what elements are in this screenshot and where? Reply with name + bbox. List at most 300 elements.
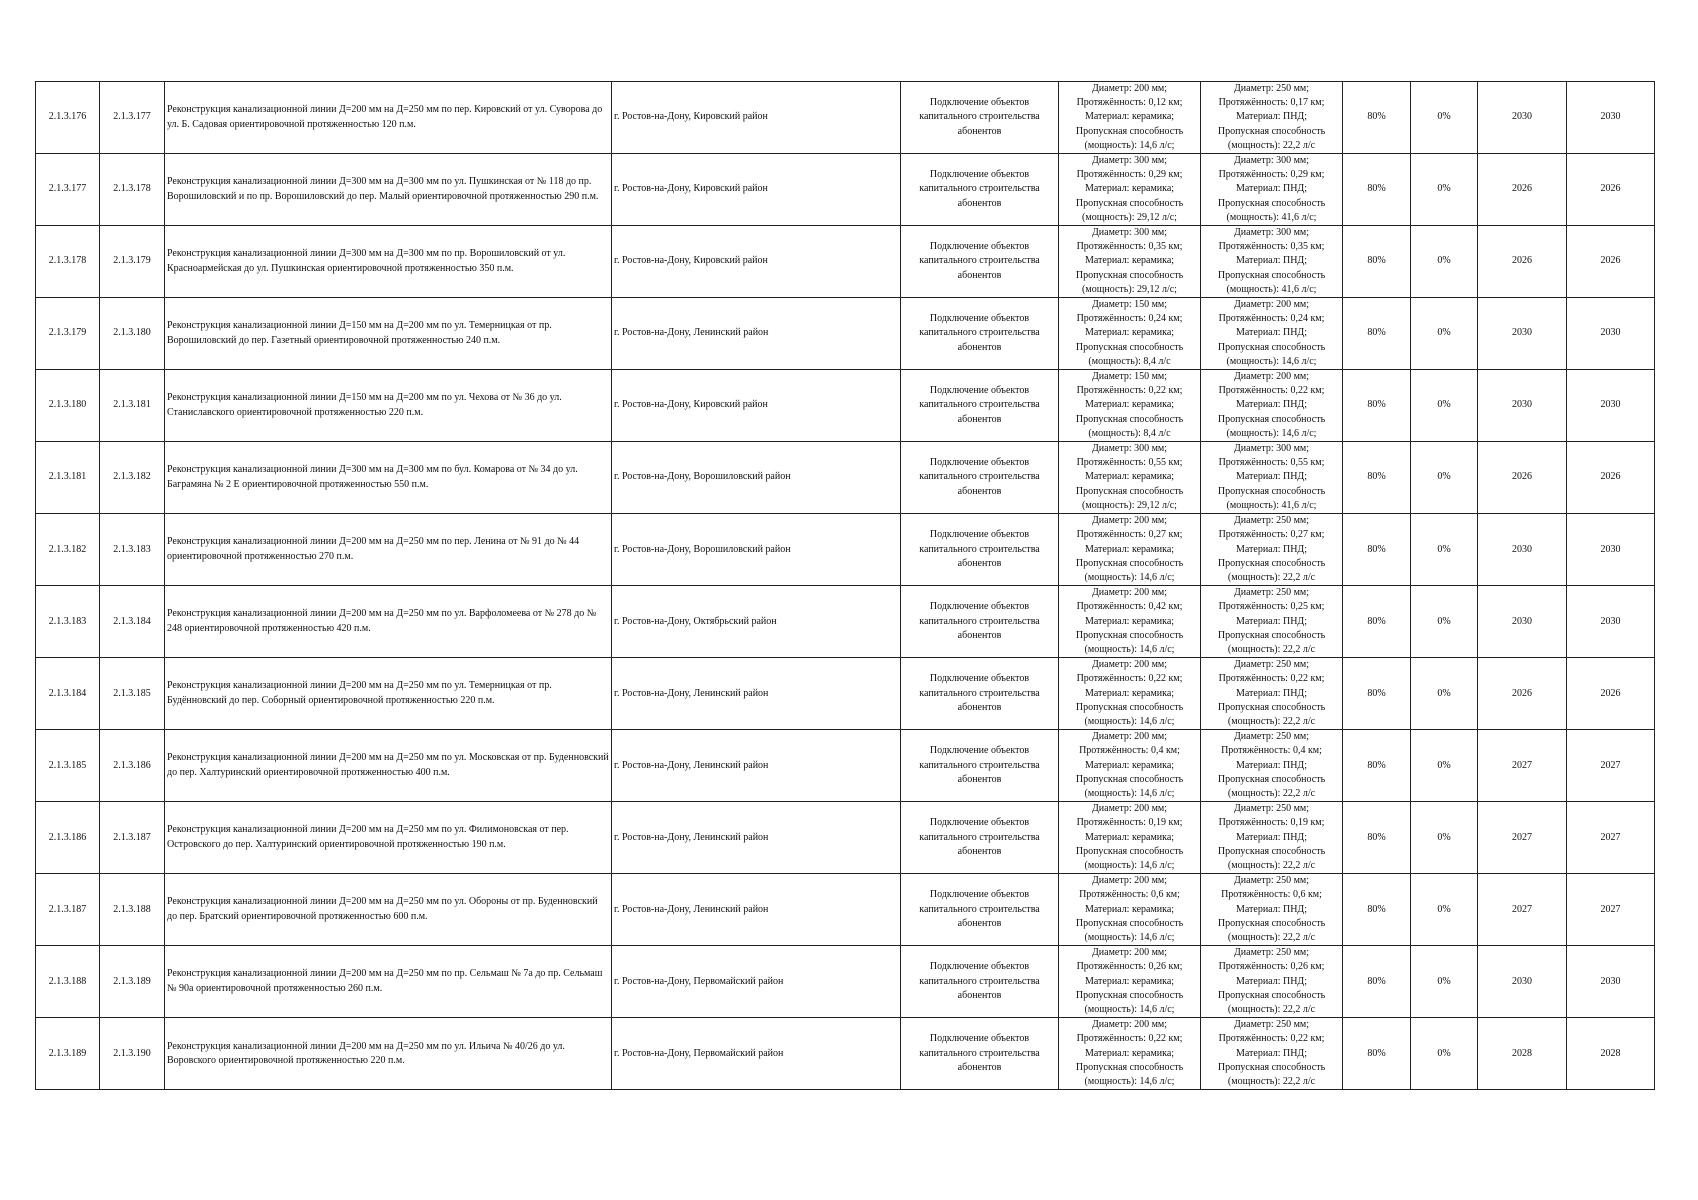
wear-before: 80% [1343,586,1411,658]
year-start: 2027 [1478,874,1567,946]
row-code: 2.1.3.178 [100,154,165,226]
parameter-line: (мощность): 22,2 л/с [1227,1076,1316,1088]
project-purpose: Подключение объектов капитального строительства абонентов [901,442,1059,514]
row-number: 2.1.3.178 [36,226,100,298]
project-purpose: Подключение объектов капитального строительства абонентов [901,298,1059,370]
wear-after: 0% [1411,82,1478,154]
row-number: 2.1.3.186 [36,802,100,874]
parameter-line: (мощность): 29,12 л/с; [1082,283,1177,295]
row-number: 2.1.3.187 [36,874,100,946]
parameter-line: Материал: керамика; [1084,831,1175,843]
parameters-after [1201,730,1343,802]
row-code: 2.1.3.190 [100,1018,165,1090]
wear-before: 80% [1343,82,1411,154]
parameter-line: Материал: керамика; [1084,903,1175,915]
parameter-line: Протяжённость: 0,25 км; [1218,601,1325,613]
year-start: 2030 [1478,82,1567,154]
parameter-line: Диаметр: 200 мм; [1091,587,1168,599]
parameter-line: (мощность): 22,2 л/с [1227,787,1316,799]
parameters-after [1201,1018,1343,1090]
parameters-after [1201,874,1343,946]
table-row [36,154,1655,226]
parameter-line: Материал: ПНД; [1235,975,1308,987]
parameter-line: Пропускная способность [1217,629,1326,641]
parameter-line: Пропускная способность [1075,269,1184,281]
table-row [36,658,1655,730]
parameters-after [1201,82,1343,154]
project-name: Реконструкция канализационной линии Д=300 мм на Д=300 мм по бул. Комарова от № 34 до ул. Баграмяна № 2 Е ориентировочной протяженностью 550 п.м. [165,442,612,514]
project-name: Реконструкция канализационной линии Д=200 мм на Д=250 мм по ул. Обороны от пр. Буденновский до пер. Братский ориентировочной протяженностью 600 п.м. [165,874,612,946]
parameter-line: Материал: ПНД; [1235,111,1308,123]
parameter-line: Материал: керамика; [1084,399,1175,411]
parameter-line: Протяжённость: 0,29 км; [1218,169,1325,181]
wear-after: 0% [1411,154,1478,226]
parameter-line: (мощность): 14,6 л/с; [1226,427,1317,439]
parameter-line: Диаметр: 300 мм; [1233,155,1310,167]
parameter-line: Протяжённость: 0,55 км; [1218,457,1325,469]
table-row [36,874,1655,946]
year-end: 2026 [1567,442,1655,514]
wear-before: 80% [1343,946,1411,1018]
wear-before: 80% [1343,802,1411,874]
project-name: Реконструкция канализационной линии Д=200 мм на Д=250 мм по пер. Кировский от ул. Суворова до ул. Б. Садовая ориентировочной протяженностью 120 п.м. [165,82,612,154]
row-code: 2.1.3.177 [100,82,165,154]
parameter-line: Протяжённость: 0,6 км; [1079,889,1180,901]
wear-after: 0% [1411,442,1478,514]
row-number: 2.1.3.188 [36,946,100,1018]
parameter-line: Диаметр: 200 мм; [1091,83,1168,94]
table-row [36,226,1655,298]
parameter-line: Пропускная способность [1217,989,1326,1001]
parameter-line: Диаметр: 200 мм; [1091,731,1168,743]
parameter-line: Диаметр: 300 мм; [1091,227,1168,239]
parameter-line: Пропускная способность [1075,917,1184,929]
parameter-line: Материал: керамика; [1084,471,1175,483]
year-end: 2030 [1567,298,1655,370]
wear-after: 0% [1411,730,1478,802]
row-code: 2.1.3.180 [100,298,165,370]
parameter-line: (мощность): 22,2 л/с [1227,571,1316,583]
parameter-line: Диаметр: 250 мм; [1233,515,1310,527]
parameter-line: Пропускная способность [1217,845,1326,857]
parameter-line: Диаметр: 200 мм; [1091,515,1168,527]
parameter-line: Протяжённость: 0,4 км; [1221,745,1322,757]
wear-before: 80% [1343,1018,1411,1090]
parameter-line: Пропускная способность [1075,1061,1184,1073]
parameter-line: Протяжённость: 0,12 км; [1076,97,1183,109]
year-start: 2030 [1478,514,1567,586]
project-name: Реконструкция канализационной линии Д=150 мм на Д=200 мм по ул. Чехова от № 36 до ул. Станиславского ориентировочной протяженностью 220 п.м. [165,370,612,442]
year-end: 2027 [1567,802,1655,874]
parameter-line: Пропускная способность [1075,125,1184,137]
year-start: 2026 [1478,658,1567,730]
parameter-line: Протяжённость: 0,27 км; [1218,529,1325,541]
parameter-line: Протяжённость: 0,22 км; [1076,385,1183,397]
parameter-line: (мощность): 14,6 л/с; [1226,355,1317,367]
parameter-line: Диаметр: 200 мм; [1233,371,1310,383]
parameter-line: Материал: керамика; [1084,975,1175,987]
wear-before: 80% [1343,730,1411,802]
parameters-before [1059,802,1201,874]
parameter-line: Материал: ПНД; [1235,327,1308,339]
project-purpose: Подключение объектов капитального строительства абонентов [901,802,1059,874]
year-end: 2030 [1567,946,1655,1018]
project-purpose: Подключение объектов капитального строительства абонентов [901,730,1059,802]
parameter-line: (мощность): 22,2 л/с [1227,715,1316,727]
parameter-line: Протяжённость: 0,35 км; [1218,241,1325,253]
row-code: 2.1.3.188 [100,874,165,946]
wear-after: 0% [1411,370,1478,442]
parameter-line: Пропускная способность [1217,197,1326,209]
year-end: 2030 [1567,514,1655,586]
project-name: Реконструкция канализационной линии Д=200 мм на Д=250 мм по ул. Московская от пр. Буденновский до пер. Халтуринский ориентировочной протяженностью 400 п.м. [165,730,612,802]
project-purpose: Подключение объектов капитального строительства абонентов [901,586,1059,658]
parameter-line: Диаметр: 200 мм; [1091,659,1168,671]
project-location: г. Ростов-на-Дону, Кировский район [612,370,901,442]
parameters-before [1059,946,1201,1018]
table-row [36,370,1655,442]
wear-before: 80% [1343,154,1411,226]
parameter-line: Диаметр: 250 мм; [1233,659,1310,671]
year-start: 2027 [1478,802,1567,874]
year-start: 2027 [1478,730,1567,802]
parameter-line: Пропускная способность [1075,341,1184,353]
parameters-after [1201,154,1343,226]
wear-before: 80% [1343,874,1411,946]
project-purpose: Подключение объектов капитального строительства абонентов [901,154,1059,226]
wear-before: 80% [1343,226,1411,298]
parameter-line: Протяжённость: 0,22 км; [1076,673,1183,685]
parameter-line: (мощность): 14,6 л/с; [1084,931,1175,943]
parameters-before [1059,514,1201,586]
parameter-line: Протяжённость: 0,6 км; [1221,889,1322,901]
parameter-line: Материал: ПНД; [1235,471,1308,483]
wear-after: 0% [1411,946,1478,1018]
parameters-after [1201,298,1343,370]
project-name: Реконструкция канализационной линии Д=200 мм на Д=250 мм по ул. Ильича № 40/26 до ул. Воровского ориентировочной протяженностью 220 п.м. [165,1018,612,1090]
parameter-line: Пропускная способность [1217,413,1326,425]
parameter-line: Протяжённость: 0,55 км; [1076,457,1183,469]
project-location: г. Ростов-на-Дону, Первомайский район [612,1018,901,1090]
parameter-line: (мощность): 29,12 л/с; [1082,211,1177,223]
parameter-line: Пропускная способность [1075,629,1184,641]
parameter-line: Пропускная способность [1075,989,1184,1001]
project-location: г. Ростов-на-Дону, Ленинский район [612,730,901,802]
parameter-line: Материал: ПНД; [1235,399,1308,411]
parameter-line: Протяжённость: 0,19 км; [1218,817,1325,829]
project-location: г. Ростов-на-Дону, Ленинский район [612,658,901,730]
parameters-before [1059,874,1201,946]
year-start: 2026 [1478,154,1567,226]
parameter-line: Пропускная способность [1075,701,1184,713]
project-name: Реконструкция канализационной линии Д=200 мм на Д=250 мм по пер. Ленина от № 91 до № 44 ориентировочной протяженностью 270 п.м. [165,514,612,586]
year-start: 2026 [1478,442,1567,514]
parameter-line: (мощность): 14,6 л/с; [1084,787,1175,799]
parameter-line: (мощность): 14,6 л/с; [1084,1004,1175,1015]
parameter-line: Диаметр: 250 мм; [1233,83,1310,94]
row-code: 2.1.3.182 [100,442,165,514]
row-number: 2.1.3.185 [36,730,100,802]
project-name: Реконструкция канализационной линии Д=200 мм на Д=250 мм по ул. Темерницкая от пр. Будённовский до пер. Соборный ориентировочной протяженностью 220 п.м. [165,658,612,730]
parameter-line: (мощность): 41,6 л/с; [1226,499,1317,511]
parameter-line: Диаметр: 300 мм; [1091,155,1168,167]
parameter-line: Протяжённость: 0,22 км; [1218,1033,1325,1045]
parameter-line: Пропускная способность [1075,557,1184,569]
row-code: 2.1.3.189 [100,946,165,1018]
parameter-line: Протяжённость: 0,26 км; [1218,961,1325,973]
parameter-line: (мощность): 8,4 л/с [1088,355,1171,367]
parameter-line: Материал: ПНД; [1235,759,1308,771]
parameter-line: Материал: ПНД; [1235,687,1308,699]
parameter-line: Диаметр: 200 мм; [1091,875,1168,887]
parameter-line: Протяжённость: 0,26 км; [1076,961,1183,973]
row-number: 2.1.3.177 [36,154,100,226]
wear-after: 0% [1411,226,1478,298]
parameters-before [1059,1018,1201,1090]
parameters-before [1059,586,1201,658]
parameter-line: (мощность): 14,6 л/с; [1084,1076,1175,1088]
year-end: 2026 [1567,226,1655,298]
parameters-before [1059,730,1201,802]
parameter-line: Пропускная способность [1217,701,1326,713]
year-end: 2028 [1567,1018,1655,1090]
table-row [36,730,1655,802]
parameter-line: Диаметр: 300 мм; [1233,443,1310,455]
parameter-line: (мощность): 22,2 л/с [1227,643,1316,655]
wear-after: 0% [1411,586,1478,658]
parameter-line: Пропускная способность [1075,485,1184,497]
year-start: 2030 [1478,946,1567,1018]
year-end: 2027 [1567,730,1655,802]
project-purpose: Подключение объектов капитального строительства абонентов [901,82,1059,154]
parameter-line: Диаметр: 200 мм; [1091,1019,1168,1031]
parameters-after [1201,802,1343,874]
project-name: Реконструкция канализационной линии Д=300 мм на Д=300 мм по ул. Пушкинская от № 118 до пр. Ворошиловский и по пр. Ворошиловский до пер. Малый ориентировочной протяженностью 290 п.м. [165,154,612,226]
parameter-line: Материал: керамика; [1084,255,1175,267]
parameter-line: (мощность): 22,2 л/с [1227,1004,1316,1015]
project-name: Реконструкция канализационной линии Д=200 мм на Д=250 мм по ул. Филимоновская от пер. Островского до пер. Халтуринский ориентировочной протяженностью 190 п.м. [165,802,612,874]
parameters-before [1059,658,1201,730]
project-purpose: Подключение объектов капитального строительства абонентов [901,658,1059,730]
parameter-line: Протяжённость: 0,27 км; [1076,529,1183,541]
project-purpose: Подключение объектов капитального строительства абонентов [901,946,1059,1018]
wear-before: 80% [1343,658,1411,730]
parameter-line: Диаметр: 250 мм; [1233,947,1310,959]
project-table [35,81,1655,1090]
project-location: г. Ростов-на-Дону, Ворошиловский район [612,514,901,586]
parameter-line: Протяжённость: 0,17 км; [1218,97,1325,109]
parameter-line: Материал: ПНД; [1235,543,1308,555]
parameter-line: Протяжённость: 0,19 км; [1076,817,1183,829]
year-start: 2026 [1478,226,1567,298]
project-purpose: Подключение объектов капитального строительства абонентов [901,226,1059,298]
parameter-line: Диаметр: 150 мм; [1091,299,1168,311]
parameter-line: Протяжённость: 0,22 км; [1218,673,1325,685]
parameter-line: Пропускная способность [1075,413,1184,425]
table-row [36,1018,1655,1090]
project-location: г. Ростов-на-Дону, Кировский район [612,82,901,154]
parameter-line: Протяжённость: 0,24 км; [1076,313,1183,325]
year-start: 2028 [1478,1018,1567,1090]
parameter-line: Диаметр: 300 мм; [1233,227,1310,239]
parameter-line: Материал: ПНД; [1235,615,1308,627]
row-number: 2.1.3.184 [36,658,100,730]
parameter-line: Материал: керамика; [1084,615,1175,627]
parameter-line: Материал: ПНД; [1235,831,1308,843]
parameter-line: (мощность): 29,12 л/с; [1082,499,1177,511]
parameters-before [1059,154,1201,226]
parameters-before [1059,226,1201,298]
row-number: 2.1.3.183 [36,586,100,658]
parameter-line: (мощность): 22,2 л/с [1227,859,1316,871]
wear-before: 80% [1343,442,1411,514]
parameter-line: Протяжённость: 0,42 км; [1076,601,1183,613]
table-row [36,802,1655,874]
project-purpose: Подключение объектов капитального строительства абонентов [901,1018,1059,1090]
project-name: Реконструкция канализационной линии Д=150 мм на Д=200 мм по ул. Темерницкая от пр. Ворошиловский до пер. Газетный ориентировочной протяженностью 240 п.м. [165,298,612,370]
row-number: 2.1.3.180 [36,370,100,442]
parameters-before [1059,82,1201,154]
parameter-line: Материал: ПНД; [1235,255,1308,267]
parameter-line: Материал: керамика; [1084,327,1175,339]
wear-after: 0% [1411,802,1478,874]
parameters-after [1201,226,1343,298]
parameter-line: Пропускная способность [1217,269,1326,281]
wear-after: 0% [1411,514,1478,586]
parameters-before [1059,370,1201,442]
parameter-line: Диаметр: 250 мм; [1233,875,1310,887]
table-row [36,946,1655,1018]
parameter-line: Диаметр: 250 мм; [1233,731,1310,743]
parameter-line: Диаметр: 250 мм; [1233,587,1310,599]
year-end: 2027 [1567,874,1655,946]
parameter-line: Пропускная способность [1217,773,1326,785]
parameter-line: Протяжённость: 0,29 км; [1076,169,1183,181]
parameter-line: Материал: ПНД; [1235,1047,1308,1059]
wear-after: 0% [1411,874,1478,946]
parameters-after [1201,586,1343,658]
parameter-line: Протяжённость: 0,35 км; [1076,241,1183,253]
project-location: г. Ростов-на-Дону, Кировский район [612,226,901,298]
wear-after: 0% [1411,1018,1478,1090]
wear-before: 80% [1343,298,1411,370]
parameter-line: (мощность): 14,6 л/с; [1084,859,1175,871]
project-purpose: Подключение объектов капитального строительства абонентов [901,874,1059,946]
parameters-after [1201,370,1343,442]
parameter-line: Материал: керамика; [1084,1047,1175,1059]
year-start: 2030 [1478,298,1567,370]
parameter-line: Пропускная способность [1075,197,1184,209]
wear-after: 0% [1411,658,1478,730]
project-name: Реконструкция канализационной линии Д=200 мм на Д=250 мм по пр. Сельмаш № 7а до пр. Сельмаш № 90а ориентировочной протяженностью 260 п.м. [165,946,612,1018]
wear-before: 80% [1343,514,1411,586]
row-number: 2.1.3.179 [36,298,100,370]
wear-after: 0% [1411,298,1478,370]
project-purpose: Подключение объектов капитального строительства абонентов [901,514,1059,586]
parameter-line: Пропускная способность [1217,125,1326,137]
parameter-line: Протяжённость: 0,22 км; [1076,1033,1183,1045]
project-name: Реконструкция канализационной линии Д=300 мм на Д=300 мм по пр. Ворошиловский от ул. Красноармейская до ул. Пушкинская ориентировочной протяженностью 350 п.м. [165,226,612,298]
table-row [36,514,1655,586]
parameter-line: Материал: керамика; [1084,687,1175,699]
parameter-line: (мощность): 22,2 л/с [1227,931,1316,943]
table-row [36,82,1655,154]
parameter-line: Пропускная способность [1217,917,1326,929]
parameter-line: Диаметр: 150 мм; [1091,371,1168,383]
table-row [36,442,1655,514]
parameters-after [1201,658,1343,730]
table-row [36,586,1655,658]
parameter-line: (мощность): 22,2 л/с [1227,139,1316,151]
parameter-line: Материал: керамика; [1084,759,1175,771]
parameter-line: Диаметр: 200 мм; [1233,299,1310,311]
parameter-line: Материал: керамика; [1084,111,1175,123]
parameter-line: (мощность): 14,6 л/с; [1084,139,1175,151]
row-number: 2.1.3.181 [36,442,100,514]
parameter-line: (мощность): 8,4 л/с [1088,427,1171,439]
parameter-line: Материал: ПНД; [1235,903,1308,915]
year-end: 2026 [1567,154,1655,226]
table-row [36,298,1655,370]
row-number: 2.1.3.189 [36,1018,100,1090]
parameter-line: (мощность): 41,6 л/с; [1226,211,1317,223]
parameter-line: Пропускная способность [1217,341,1326,353]
row-code: 2.1.3.181 [100,370,165,442]
parameter-line: Пропускная способность [1217,485,1326,497]
parameter-line: (мощность): 41,6 л/с; [1226,283,1317,295]
year-end: 2030 [1567,370,1655,442]
year-start: 2030 [1478,586,1567,658]
row-code: 2.1.3.179 [100,226,165,298]
wear-before: 80% [1343,370,1411,442]
row-number: 2.1.3.182 [36,514,100,586]
parameter-line: Диаметр: 250 мм; [1233,803,1310,815]
parameters-after [1201,514,1343,586]
parameters-before [1059,442,1201,514]
row-code: 2.1.3.187 [100,802,165,874]
row-number: 2.1.3.176 [36,82,100,154]
row-code: 2.1.3.184 [100,586,165,658]
row-code: 2.1.3.186 [100,730,165,802]
project-purpose: Подключение объектов капитального строительства абонентов [901,370,1059,442]
table-body [36,82,1655,1090]
parameter-line: Материал: керамика; [1084,543,1175,555]
parameter-line: Материал: ПНД; [1235,183,1308,195]
row-code: 2.1.3.185 [100,658,165,730]
year-end: 2030 [1567,82,1655,154]
parameter-line: (мощность): 14,6 л/с; [1084,715,1175,727]
project-location: г. Ростов-на-Дону, Первомайский район [612,946,901,1018]
parameter-line: Диаметр: 200 мм; [1091,947,1168,959]
parameter-line: (мощность): 14,6 л/с; [1084,643,1175,655]
parameters-after [1201,442,1343,514]
parameter-line: Пропускная способность [1217,1061,1326,1073]
project-location: г. Ростов-на-Дону, Октябрьский район [612,586,901,658]
project-name: Реконструкция канализационной линии Д=200 мм на Д=250 мм по ул. Варфоломеева от № 278 до № 248 ориентировочной протяженностью 420 п.м. [165,586,612,658]
parameter-line: (мощность): 14,6 л/с; [1084,571,1175,583]
parameters-after [1201,946,1343,1018]
project-location: г. Ростов-на-Дону, Ленинский район [612,298,901,370]
year-end: 2026 [1567,658,1655,730]
row-code: 2.1.3.183 [100,514,165,586]
parameter-line: Материал: керамика; [1084,183,1175,195]
parameter-line: Протяжённость: 0,4 км; [1079,745,1180,757]
year-start: 2030 [1478,370,1567,442]
project-location: г. Ростов-на-Дону, Ленинский район [612,802,901,874]
year-end: 2030 [1567,586,1655,658]
project-location: г. Ростов-на-Дону, Ленинский район [612,874,901,946]
project-location: г. Ростов-на-Дону, Ворошиловский район [612,442,901,514]
